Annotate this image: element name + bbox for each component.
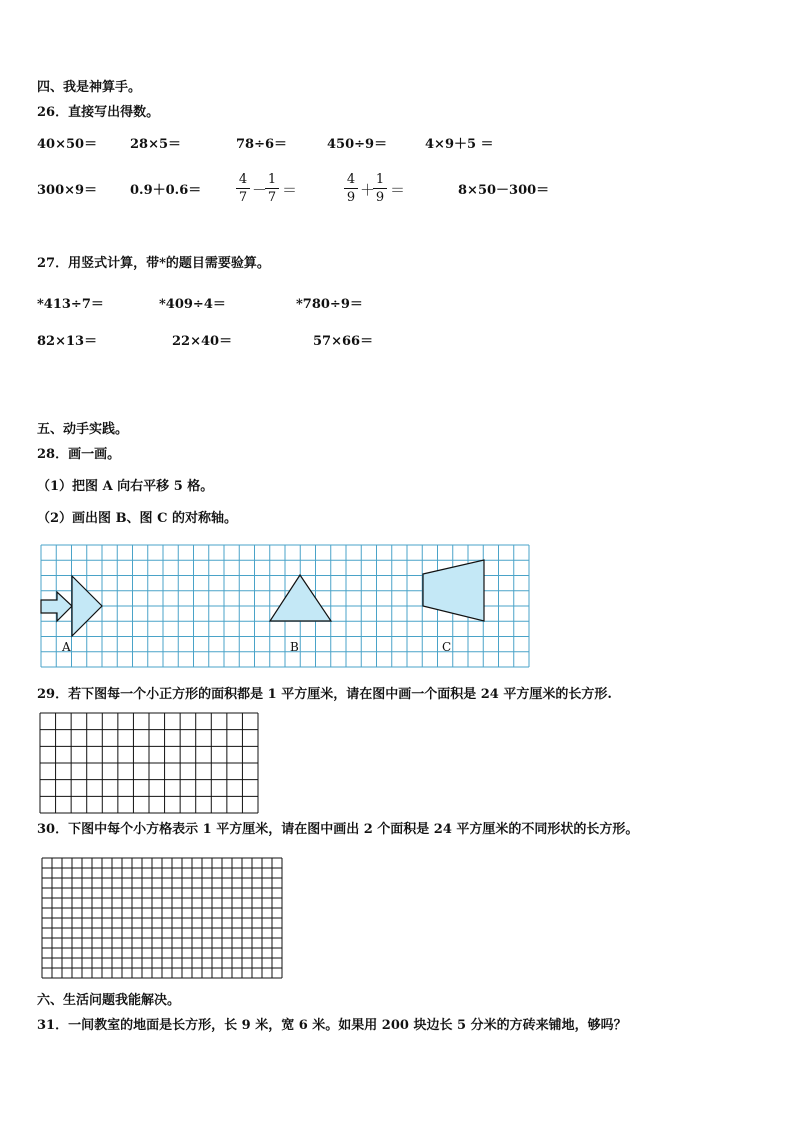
equals-sign: ＝ [282, 181, 298, 199]
q26-title: 26．直接写出得数。 [37, 105, 160, 120]
q26-expr-10: 8×50－300＝ [458, 183, 550, 198]
q29-title: 29．若下图每一个小正方形的面积都是 1 平方厘米，请在图中画一个面积是 24 平方厘米的长方形. [37, 687, 612, 702]
q27-title: 27．用竖式计算，带*的题目需要验算。 [37, 256, 270, 271]
q30-title: 30．下图中每个小方格表示 1 平方厘米，请在图中画出 2 个面积是 24 平方厘米的不同形状的长方形。 [37, 822, 639, 837]
section-5-title: 五、动手实践。 [37, 422, 129, 437]
label-c: C [442, 640, 452, 654]
q26-expr-4: 450÷9＝ [327, 137, 388, 152]
q27-expr-5: 22×40＝ [172, 334, 233, 349]
q28-sub1: （1）把图 A 向右平移 5 格。 [37, 479, 214, 494]
q30-grid [42, 858, 282, 978]
q27-expr-2: *409÷4＝ [159, 297, 226, 312]
fraction-1-7: 1 7 [265, 172, 279, 205]
q29-grid [40, 713, 258, 813]
label-b: B [290, 640, 299, 654]
q26-expr-5: 4×9＋5 ＝ [425, 137, 494, 152]
q28-grid-figure [41, 545, 529, 667]
shape-c-trapezoid [423, 560, 484, 621]
fraction-4-9: 4 9 [344, 172, 358, 205]
equals-sign: ＝ [390, 181, 406, 199]
q26-expr-6: 300×9＝ [37, 183, 98, 198]
q26-expr-2: 28×5＝ [130, 137, 182, 152]
fraction-1-9: 1 9 [373, 172, 387, 205]
section-4-title: 四、我是神算手。 [37, 80, 142, 95]
minus-operator: － [252, 181, 268, 199]
section-6-title: 六、生活问题我能解决。 [37, 993, 181, 1008]
q26-expr-1: 40×50＝ [37, 137, 98, 152]
q27-expr-4: 82×13＝ [37, 334, 98, 349]
q28-title: 28．画一画。 [37, 447, 121, 462]
fraction-4-7: 4 7 [236, 172, 250, 205]
label-a: A [62, 640, 71, 654]
q26-expr-3: 78÷6＝ [236, 137, 288, 152]
q26-expr-7: 0.9＋0.6＝ [130, 183, 202, 198]
square-grid-14x6 [40, 713, 258, 813]
q31-title: 31．一间教室的地面是长方形，长 9 米，宽 6 米。如果用 200 块边长 5 分米的方砖来铺地，够吗？ [37, 1018, 627, 1033]
q28-sub2: （2）画出图 B、图 C 的对称轴。 [37, 511, 237, 526]
plus-operator: ＋ [360, 181, 376, 199]
square-grid-24x12 [42, 858, 282, 978]
q27-expr-1: *413÷7＝ [37, 297, 104, 312]
q27-expr-6: 57×66＝ [313, 334, 374, 349]
shape-a-arrow-tail [41, 592, 72, 621]
shape-b-triangle [270, 575, 331, 621]
q27-expr-3: *780÷9＝ [296, 297, 363, 312]
